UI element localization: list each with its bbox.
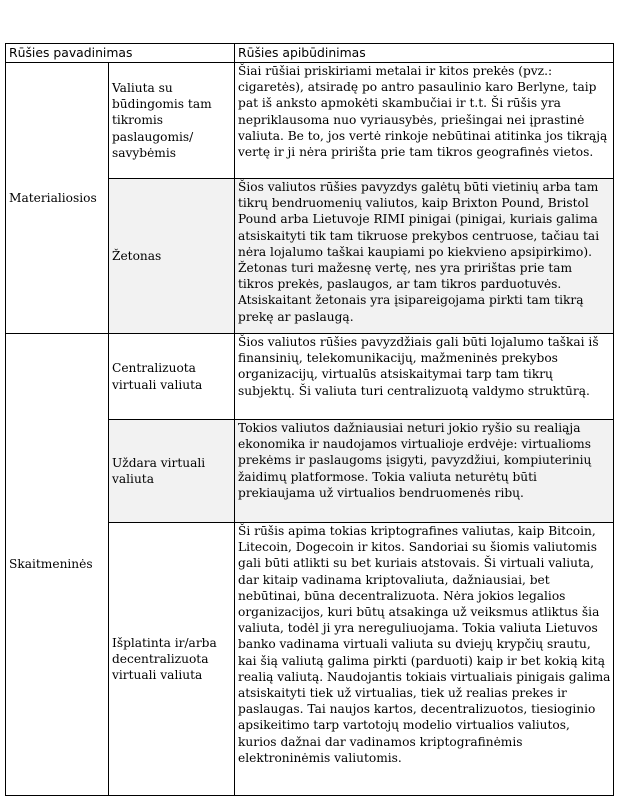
category-cell-skaitmenines: Skaitmeninės — [6, 334, 109, 796]
description-cell: Ši rūšis apima tokias kriptografines valiutas, kaip Bitcoin, Litecoin, Dogecoin ir kitos. Sandoriai su šiomis valiutomis gali būti atlikti su bet kuriais atstovais. Ši virtuali valiuta, dar kitaip vadinama kriptovaliuta, dažniausiai, bet nebūtinai, būna decentralizuota. Nėra jokios legalios organizacijos, kuri būtų atsakinga už veiksmus atliktus šia valiuta, todėl ji yra nereguliuojama. Tokia valiuta Lietuvos banko vadinama virtuali valiuta su dviejų krypčių srautu, kai šią valiutą galima pirkti (parduoti) kaip ir bet kokią kitą realią valiutą. Naudojantis tokiais virtualiais pinigais galima atsiskaityti tiek už virtualias, tiek už realias prekes ir paslaugas. Tai naujos kartos, decentralizuotos, tiesioginio apsikeitimo tarp vartotojų modelio virtualios valiutos, kurios dažnai dar vadinamos kriptografinėmis elektroninėmis valiutomis. — [235, 523, 614, 796]
description-cell: Šios valiutos rūšies pavyzdys galėtų būti vietinių arba tam tikrų bendruomenių valiutos, kaip Brixton Pound, Bristol Pound arba Lietuvoje RIMI pinigai (pinigai, kuriais galima atsiskaityti tik tam tikruose prekybos centruose, tačiau tai nėra lojalumo taškai kaupiami po kiekvieno apsipirkimo). Žetonas turi mažesnę vertę, nes yra pririštas prie tam tikros prekės, paslaugos, ar tam tikros parduotuvės. Atsiskaitant žetonais yra įsipareigojama pirkti tam tikrą prekę ar paslaugą. — [235, 179, 614, 334]
description-cell: Tokios valiutos dažniausiai neturi jokio ryšio su realiąja ekonomika ir naudojamos virtualioje erdvėje: virtualioms prekėms ir paslaugoms įsigyti, pavyzdžiui, kompiuterinių žaidimų platformose. Tokia valiuta neturėtų būti prekiaujama už virtualios bendruomenės ribų. — [235, 420, 614, 523]
header-description: Rūšies apibūdinimas — [235, 44, 614, 63]
description-cell: Šiai rūšiai priskiriami metalai ir kitos prekės (pvz.: cigaretės), atsiradę po antro pasaulinio karo Berlyne, taip pat iš anksto apmokėti skambučiai ir t.t. Ši rūšis yra nepriklausoma nuo vyriausybės, priešingai nei įprastinė valiuta. Be to, jos vertė rinkoje nebūtinai atitinka jos tikrąją vertę ir ji nėra pririšta prie tam tikros geografinės vietos. — [235, 63, 614, 179]
subtype-cell: Išplatinta ir/arba decentralizuota virtuali valiuta — [109, 523, 235, 796]
description-cell: Šios valiutos rūšies pavyzdžiais gali būti lojalumo taškai iš finansinių, telekomunikacijų, mažmeninės prekybos organizacijų, virtualūs atsiskaitymai tarp tam tikrų subjektų. Ši valiuta turi centralizuotą valdymo struktūrą. — [235, 334, 614, 420]
subtype-cell: Uždara virtuali valiuta — [109, 420, 235, 523]
table-row — [6, 334, 614, 420]
category-cell-materialiosios: Materialiosios — [6, 63, 109, 334]
subtype-cell: Valiuta su būdingomis tam tikromis paslaugomis/ savybėmis — [109, 63, 235, 179]
subtype-cell: Centralizuota virtuali valiuta — [109, 334, 235, 420]
header-name: Rūšies pavadinimas — [6, 44, 235, 63]
currency-types-table — [5, 43, 614, 796]
table-header-row — [6, 44, 614, 63]
subtype-cell: Žetonas — [109, 179, 235, 334]
table-row — [6, 63, 614, 179]
